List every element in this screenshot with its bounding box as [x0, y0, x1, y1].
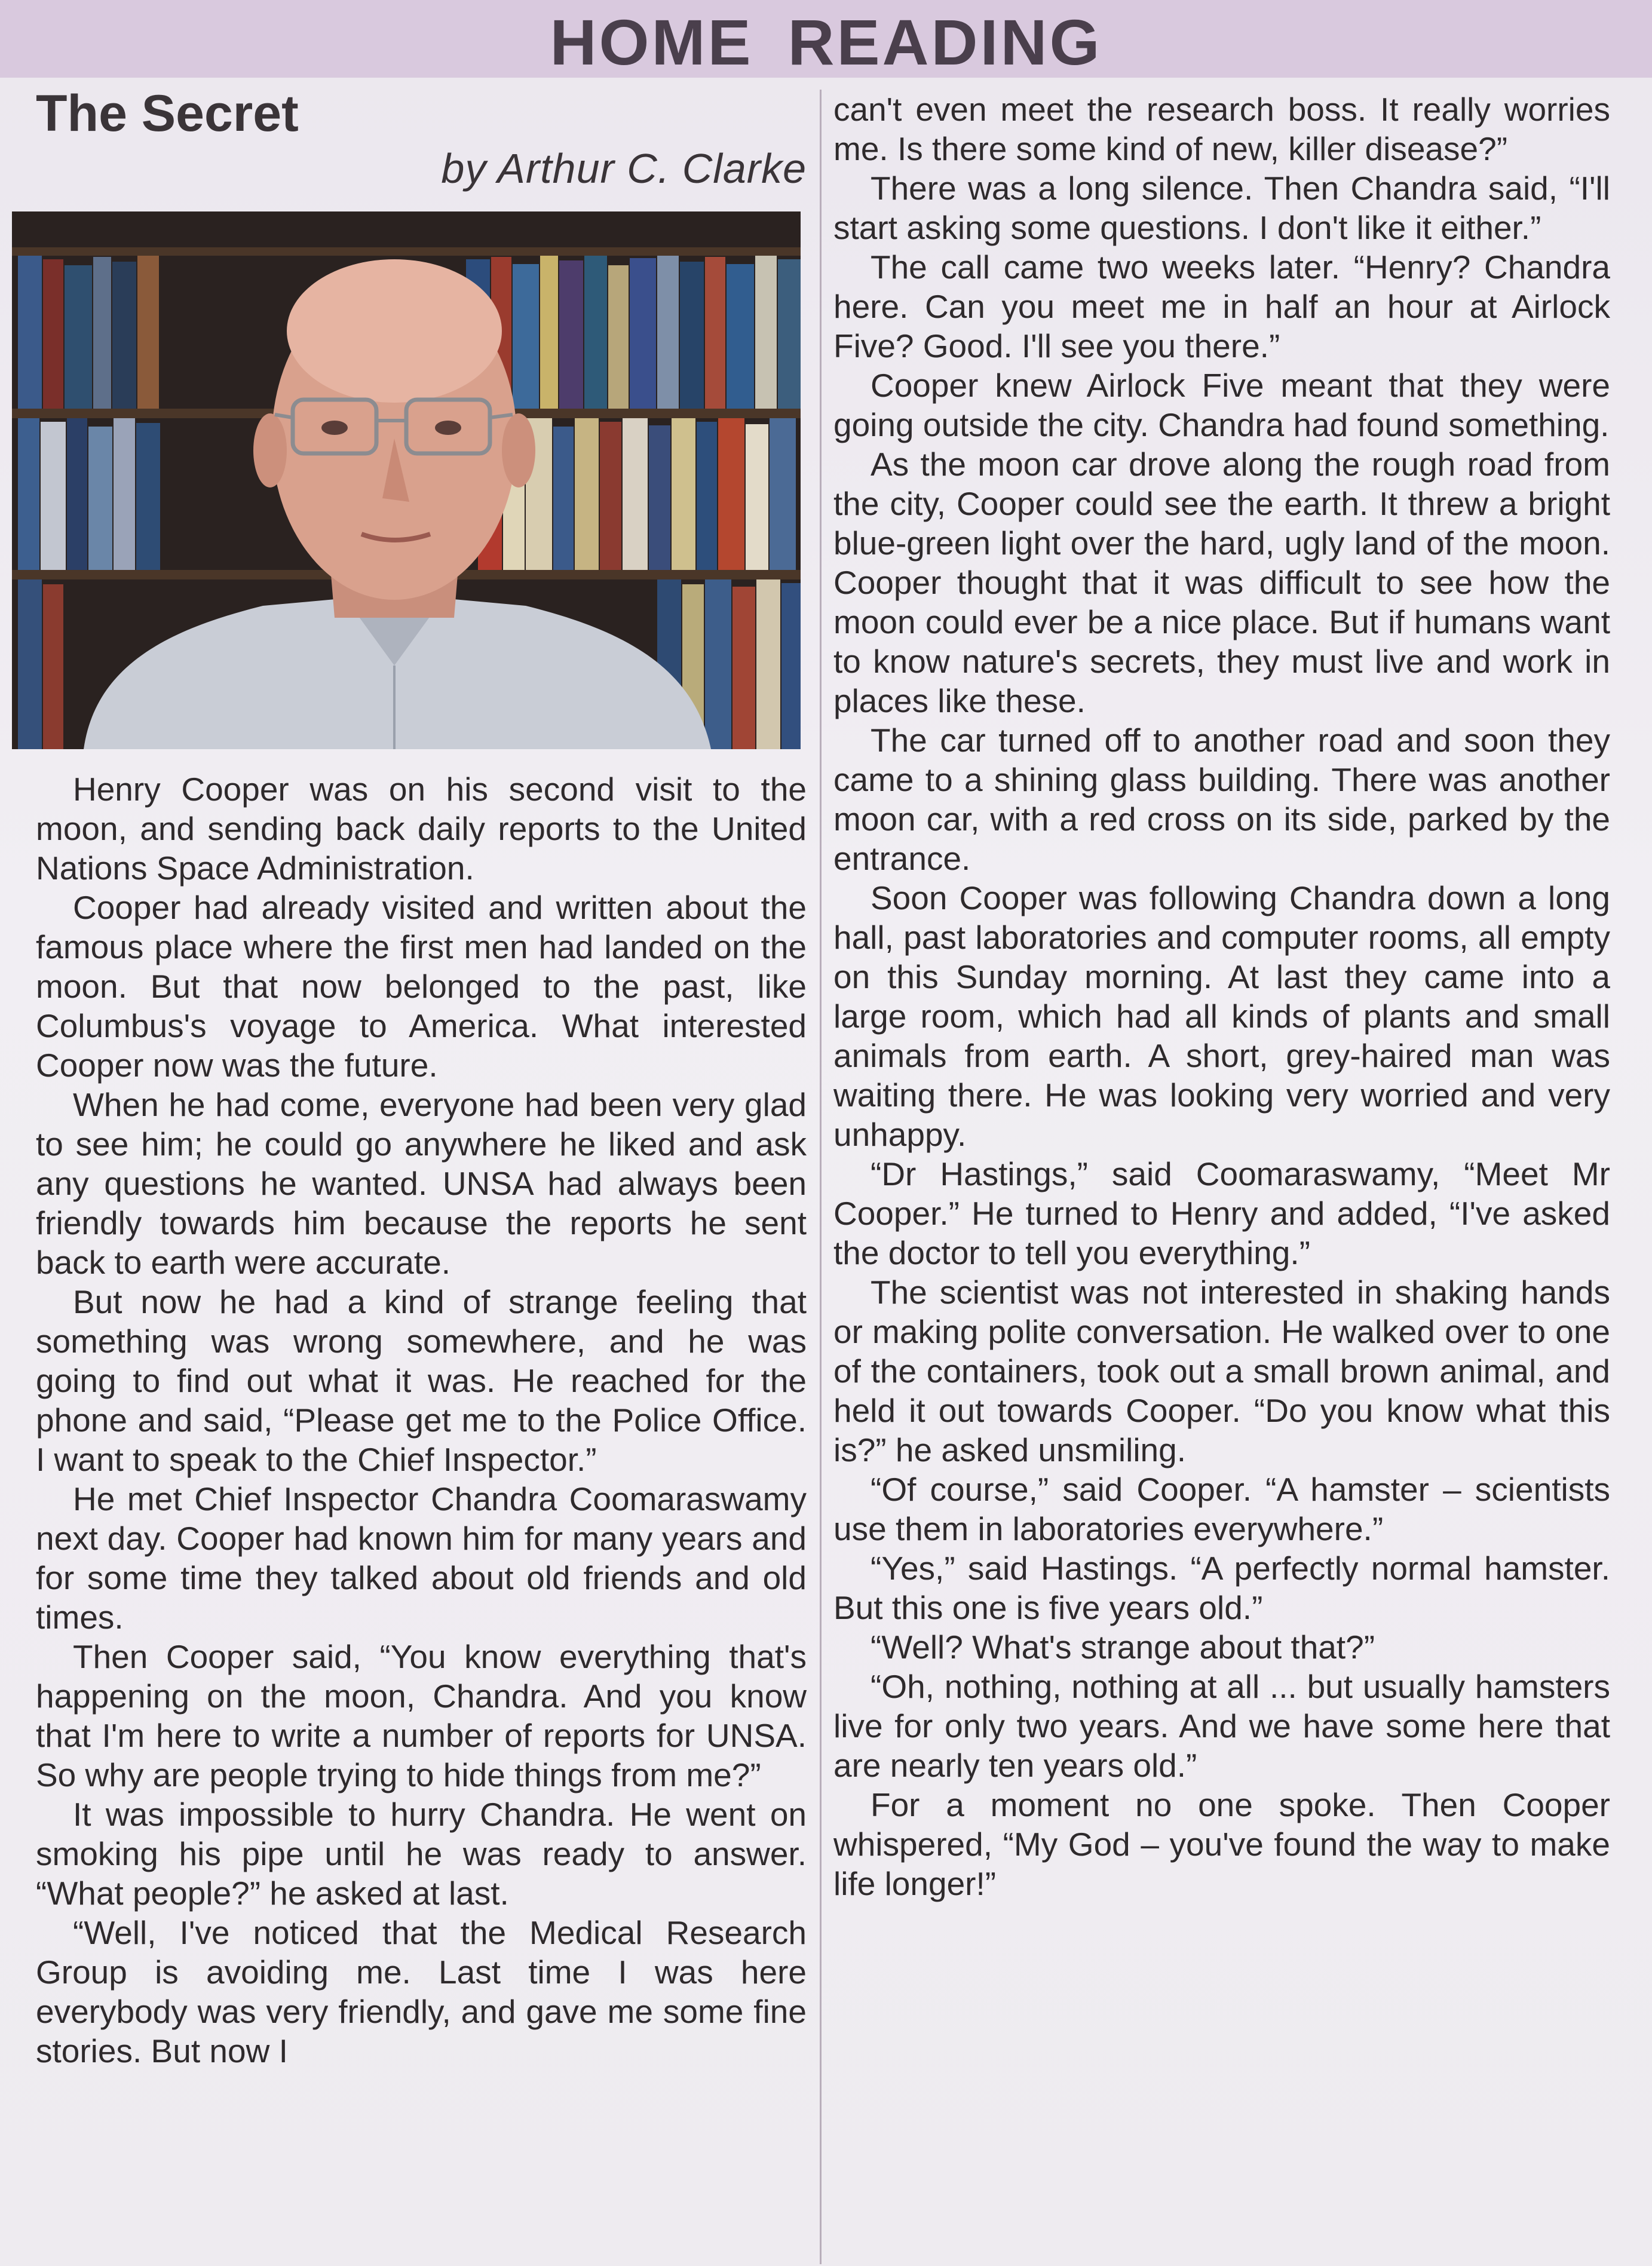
paragraph: Soon Cooper was following Chandra down a long hall, past laboratories and computer rooms, all empty on this Sunday morning. At last they came into a large room, which had all kinds of plants and small animals from earth. A short, grey-haired man was waiting there. He was looking very worried and very unhappy. — [833, 879, 1610, 1153]
paragraph: The scientist was not interested in shaking hands or making polite conversation. He walked over to one of the containers, took out a small brown animal, and held it out towards Cooper. “Do you know what this is?” he asked unsmiling. — [833, 1274, 1610, 1468]
paragraph: But now he had a kind of strange feeling that something was wrong somewhere, and he was going to find out what it was. He reached for the phone and said, “Please get me to the Police Office. I want to speak to the Chief Inspector.” — [36, 1283, 807, 1478]
paragraph: “Well? What's strange about that?” — [871, 1629, 1375, 1666]
story-byline: by Arthur C. Clarke — [441, 145, 807, 192]
paragraph: “Well, I've noticed that the Medical Research Group is avoiding me. Last time I was here everybody was very friendly, and gave me some fine stories. But now I — [36, 1914, 807, 2069]
paragraph: “Yes,” said Hastings. “A perfectly normal hamster. But this one is five years old.” — [833, 1550, 1610, 1626]
left-column — [36, 84, 807, 2252]
column-divider — [820, 90, 822, 2264]
paragraph: Cooper knew Airlock Five meant that they were going outside the city. Chandra had found something. — [833, 367, 1610, 443]
author-photo — [12, 211, 801, 749]
paragraph: When he had come, everyone had been very glad to see him; he could go anywhere he liked and ask any questions he wanted. UNSA had always been friendly towards him because the reports he sent back to earth were accurate. — [36, 1086, 807, 1281]
section-title: HOME READING — [550, 6, 1102, 78]
left-column-text — [36, 769, 807, 2071]
paragraph: can't even meet the research boss. It really worries me. Is there some kind of new, killer disease?” — [833, 91, 1610, 167]
story-title: The Secret — [36, 85, 299, 142]
paragraph: The car turned off to another road and soon they came to a shining glass building. There was another moon car, with a red cross on its side, parked by the entrance. — [833, 722, 1610, 877]
paragraph: Henry Cooper was on his second visit to the moon, and sending back daily reports to the United Nations Space Administration. — [36, 771, 807, 887]
paragraph: There was a long silence. Then Chandra said, “I'll start asking some questions. I don't like it either.” — [833, 170, 1610, 246]
paragraph: Then Cooper said, “You know everything that's happening on the moon, Chandra. And you know that I'm here to write a number of reports for UNSA. So why are people trying to hide things from me?” — [36, 1638, 807, 1793]
paragraph: As the moon car drove along the rough road from the city, Cooper could see the earth. It threw a bright blue-green light over the hard, ugly land of the moon. Cooper thought that it was difficult to see how the moon could ever be a nice place. But if humans want to know nature's secrets, they must live and work in places like these. — [833, 446, 1610, 719]
right-column — [833, 90, 1610, 2258]
paragraph: “Oh, nothing, nothing at all ... but usually hamsters live for only two years. And we have some here that are nearly ten years old.” — [833, 1668, 1610, 1784]
paragraph: It was impossible to hurry Chandra. He went on smoking his pipe until he was ready to answer. “What people?” he asked at last. — [36, 1796, 807, 1912]
paragraph: The call came two weeks later. “Henry? Chandra here. Can you meet me in half an hour at Airlock Five? Good. I'll see you there.” — [833, 249, 1610, 364]
paragraph: He met Chief Inspector Chandra Coomaraswamy next day. Cooper had known him for many years and for some time they talked about old friends and old times. — [36, 1480, 807, 1636]
paragraph: Cooper had already visited and written about the famous place where the first men had landed on the moon. But that now belonged to the past, like Columbus's voyage to America. What interested Cooper now was the future. — [36, 889, 807, 1084]
paragraph: “Dr Hastings,” said Coomaraswamy, “Meet Mr Cooper.” He turned to Henry and added, “I've asked the doctor to tell you everything.” — [833, 1155, 1610, 1271]
paragraph: “Of course,” said Cooper. “A hamster – scientists use them in laboratories everywhere.” — [833, 1471, 1610, 1547]
paragraph: For a moment no one spoke. Then Cooper whispered, “My God – you've found the way to make life longer!” — [833, 1786, 1610, 1902]
